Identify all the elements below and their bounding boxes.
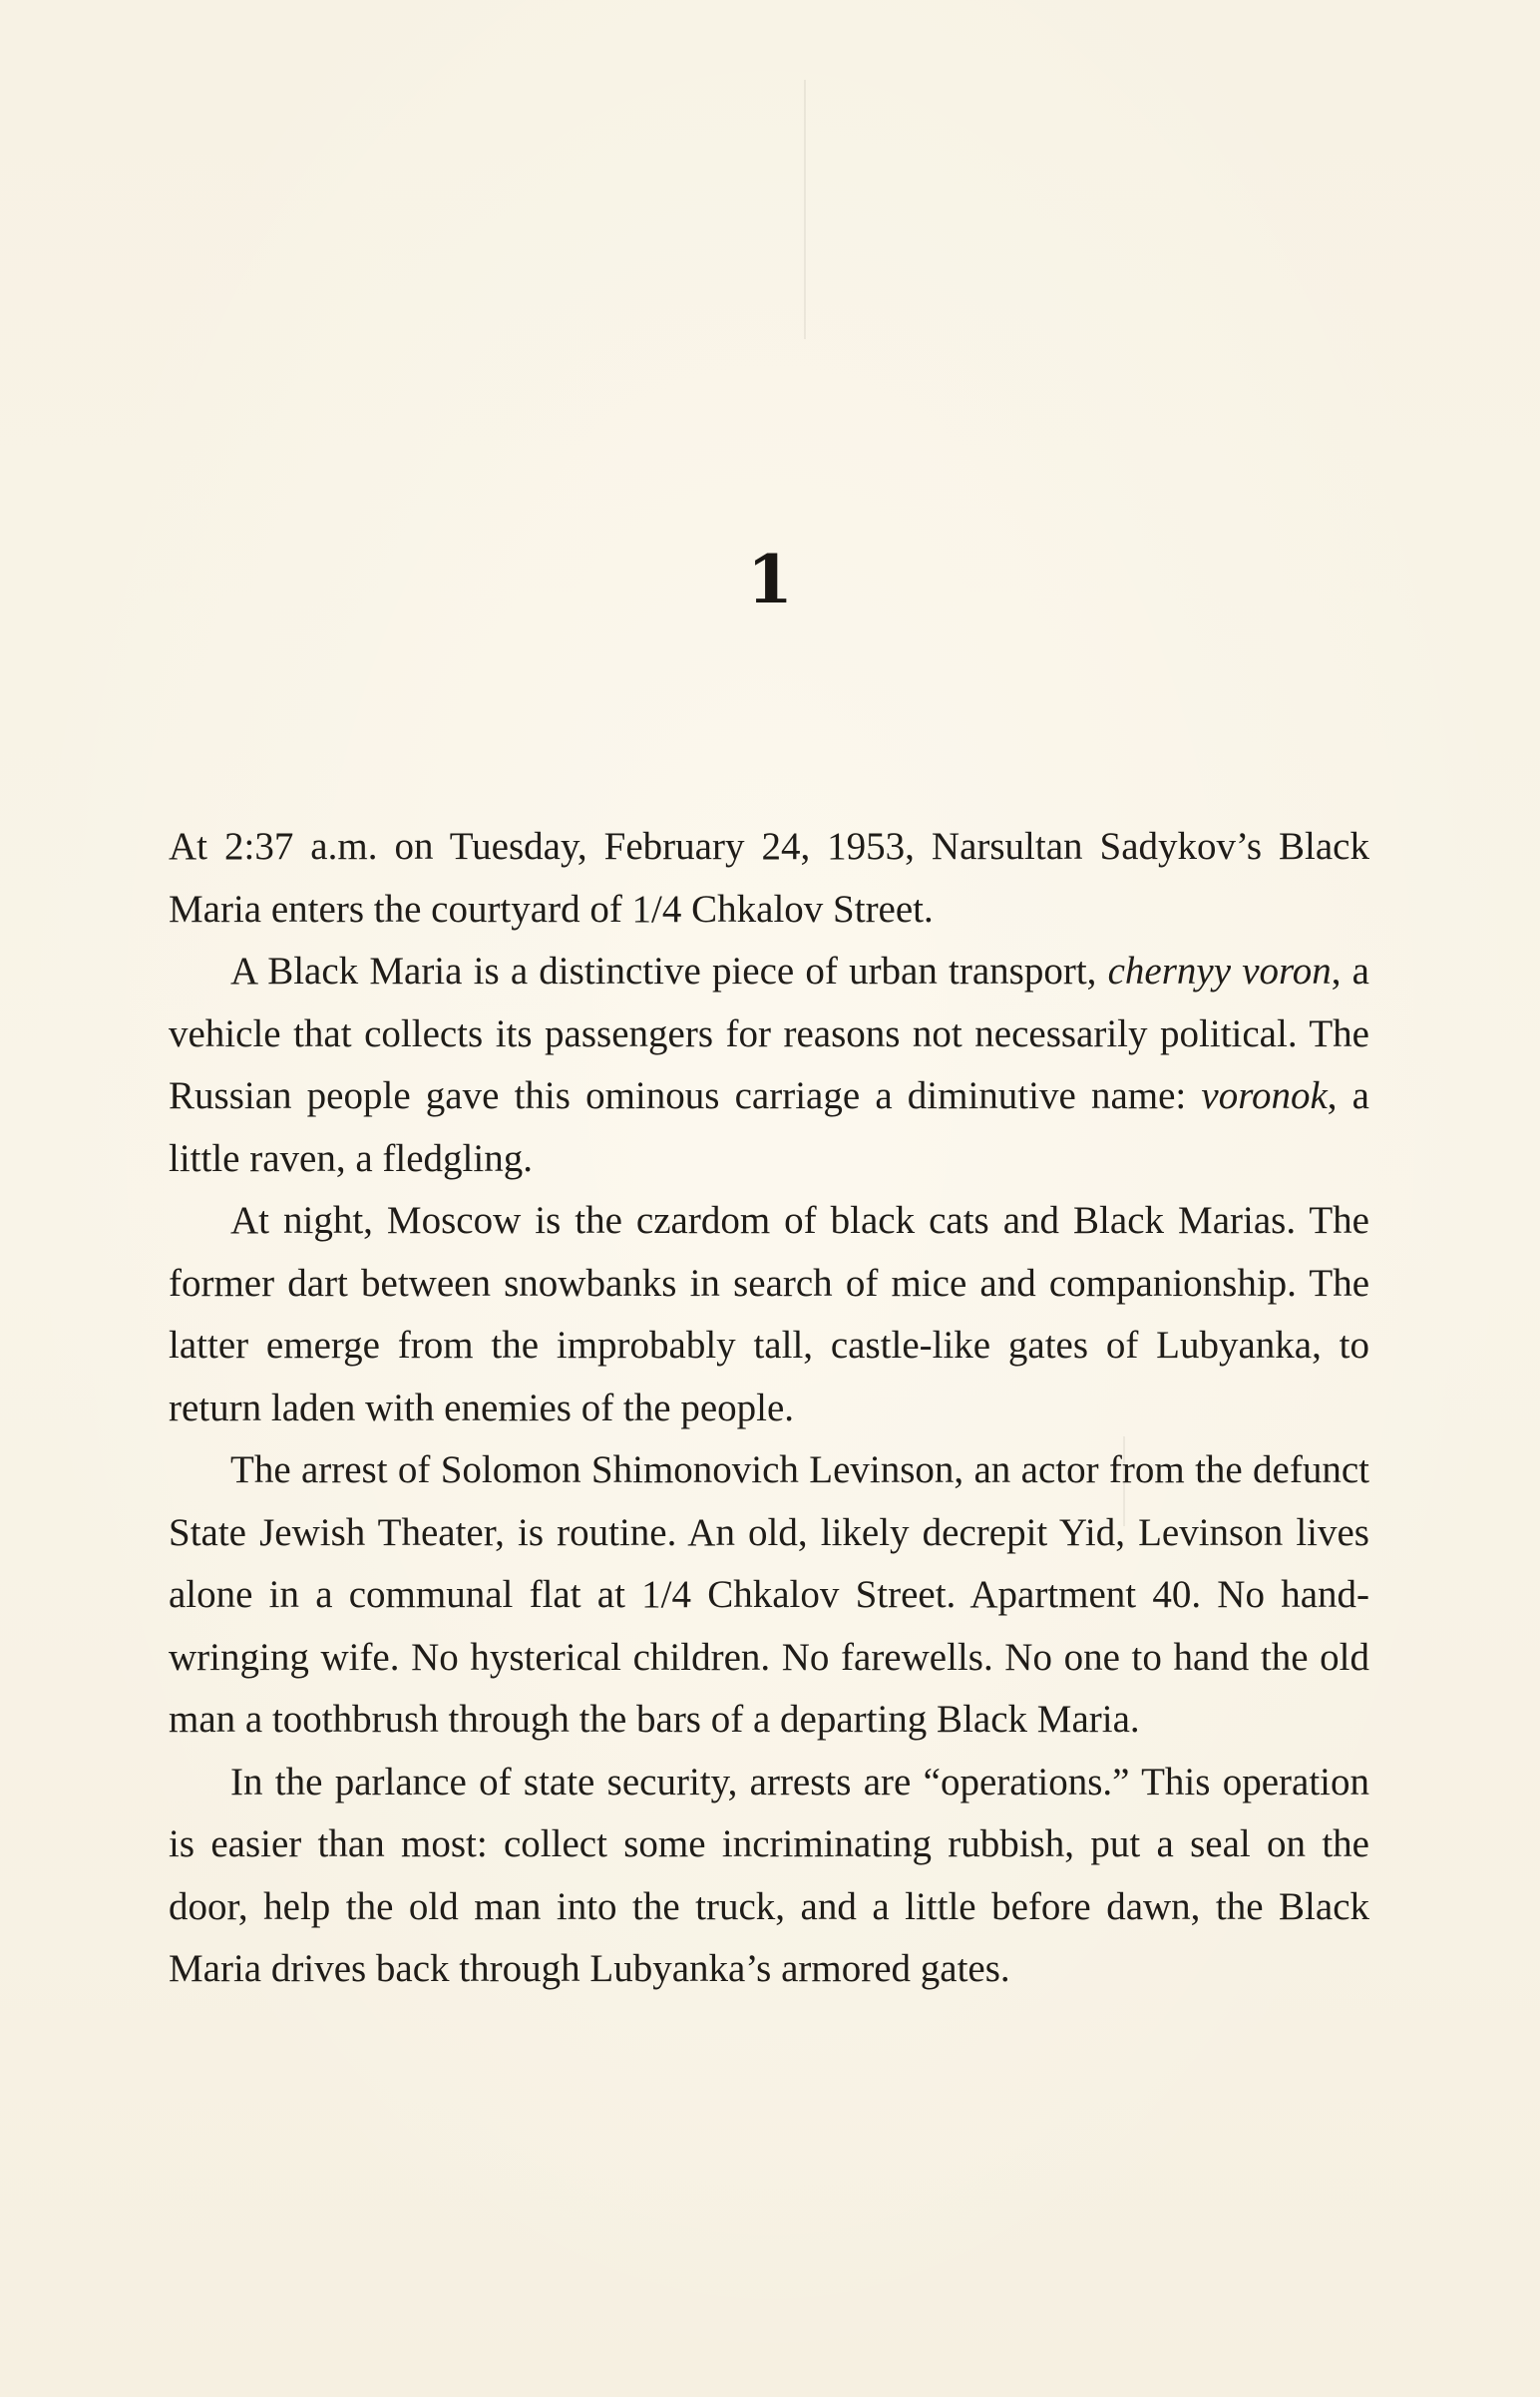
italic-term: voronok: [1201, 1074, 1328, 1117]
text-run: A Black Maria is a distinctive piece of urban transport,: [230, 950, 1108, 993]
paragraph: [169, 1752, 1369, 2001]
body-text: [169, 816, 1369, 2001]
paragraph: [169, 816, 1369, 941]
text-run: At night, Moscow is the czardom of black cats and Black Marias. The former dart between snowbanks in search of mice and companionship. The latter emerge from the improbably tall, castle-like gates of Lubyanka, to return laden with enemies of the people.: [169, 1199, 1369, 1429]
page-crease-mark: [804, 80, 806, 339]
chapter-number: 1: [747, 541, 793, 618]
text-run: , a vehicle that collects its passengers for reasons not necessarily political. The Russian people gave this ominous carriage a diminutive name:: [169, 950, 1369, 1117]
text-run: In the parlance of state security, arrests are “operations.” This operation is easier than most: collect some incriminating rubbish, put a seal on the door, help the old man into the truck, and a little before dawn, the Black Maria drives back through Lubyanka’s armored gates.: [169, 1760, 1369, 1990]
text-run: At 2:37 a.m. on Tuesday, February 24, 1953, Narsultan Sadykov’s Black Maria enters the courtyard of 1/4 Chkalov Street.: [169, 825, 1369, 931]
paragraph: [169, 1439, 1369, 1752]
text-run: , a little raven, a fledgling.: [169, 1074, 1369, 1180]
paragraph: [169, 1190, 1369, 1439]
italic-term: chernyy voron: [1107, 950, 1332, 993]
text-run: The arrest of Solomon Shimonovich Levinson, an actor from the defunct State Jewish Theater, is routine. An old, likely decrepit Yid, Levinson lives alone in a communal flat at 1/4 Chkalov Street. Apartment 40. No hand-wringing wife. No hysterical children. No farewells. No one to hand the old man a toothbrush through the bars of a departing Black Maria.: [169, 1448, 1369, 1741]
paragraph: [169, 941, 1369, 1190]
